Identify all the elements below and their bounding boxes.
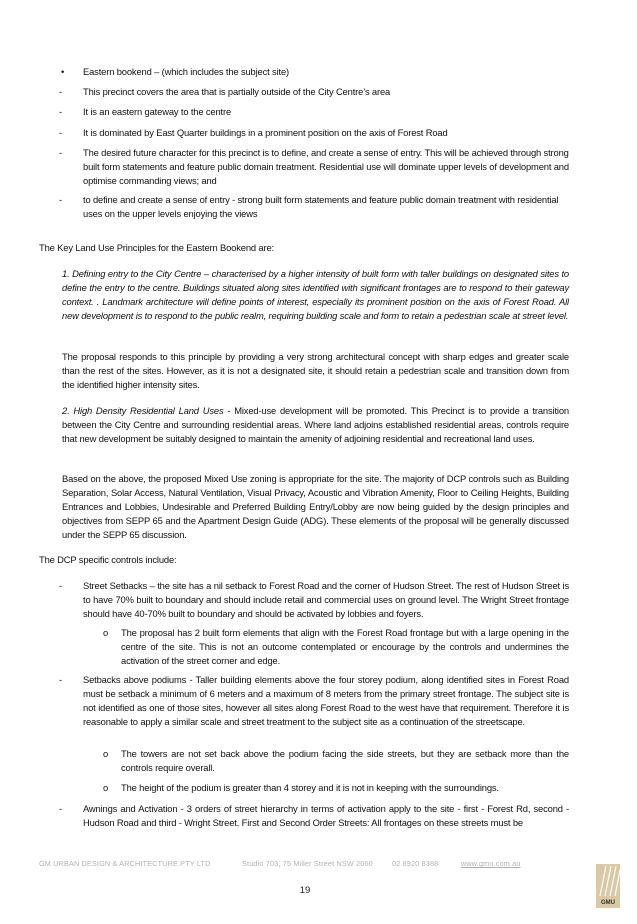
dcp-heading: The DCP specific controls include:	[39, 554, 177, 565]
page-number: 19	[299, 885, 311, 896]
sub-bullet-text: The height of the podium is greater than 4 storey and it is not in keeping with the surroundings.	[121, 782, 499, 793]
principle-1-response: The proposal responds to this principle by providing a very strong architectural concept with sharp edges and greater scale than the rest of the sites. However, as it is not a designated site, it should retain a pedestrian scale and transition down from the identified higher intensity sites.	[62, 351, 569, 390]
bullet-text: Eastern bookend – (which includes the subject site)	[83, 66, 290, 77]
sub-bullet-text: The towers are not set back above the podium facing the side streets, but they are setback more than the controls require overall.	[121, 748, 569, 773]
bullet-text: Setbacks above podiums - Taller building elements above the four storey podium, along identified sites in Forest Road must be setback a minimum of 6 meters and a maximum of 8 meters from the primary street frontage. The subject site is not identified as one of those sites, however all sites along Forest Road to the west have that requirement. Therefore it is reasonable to apply a similar scale and street treatment to the subject site as a continuation of the streetscape.	[83, 674, 569, 727]
sub-bullet-marker: o	[103, 748, 109, 759]
gmu-logo	[596, 864, 620, 908]
footer-website-link[interactable]: www.gmu.com.au	[461, 859, 521, 868]
bullet-text: Awnings and Activation - 3 orders of street hierarchy in terms of activation apply to the site - first - Forest Rd, second - Hudson Road and third - Wright Street. First and Second Order Streets: All frontages on these streets must be	[83, 803, 569, 828]
bullet-text: It is dominated by East Quarter buildings in a prominent position on the axis of Forest Road	[83, 127, 448, 138]
bullet-marker: -	[59, 147, 62, 158]
bullet-text: Street Setbacks – the site has a nil setback to Forest Road and the corner of Hudson Street. The rest of Hudson Street is to have 70% built to boundary and should include retail and commercial uses on ground level. The Wright Street frontage should have 40-70% built to boundary and should be activated by lobbies and foyers.	[83, 580, 569, 619]
footer-phone: 02 8920 8388	[392, 859, 439, 868]
based-on-above-paragraph: Based on the above, the proposed Mixed Use zoning is appropriate for the site. The majority of DCP controls such as Building Separation, Solar Access, Natural Ventilation, Visual Privacy, Acoustic and Vibration Amenity, Floor to Ceiling Heights, Building Entrances and Lobbies, Undesirable and Preferred Building Entry/Lobby are now being guided by the design principles and objectives from SEPP 65 and the Apartment Design Guide (ADG). These elements of the proposal will be generally discussed under the SEPP 65 discussion.	[62, 473, 569, 540]
sub-bullet-text: The proposal has 2 built form elements that align with the Forest Road frontage but with a large opening in the centre of the site. This is not an outcome contemplated or encourage by the controls and undermines the activation of the street corner and edge.	[121, 627, 569, 666]
page-footer	[39, 859, 579, 871]
bullet-marker: -	[59, 194, 62, 205]
logo-text: GMU	[601, 900, 615, 906]
footer-address: Studio 703, 75 Miller Street NSW 2060	[242, 859, 373, 868]
bullet-marker: -	[59, 86, 62, 97]
logo-stripes-icon	[596, 864, 620, 898]
bullet-marker: -	[59, 106, 62, 117]
bullet-text: The desired future character for this precinct is to define, and create a sense of entry. This will be achieved through strong built form statements and feature public domain treatment. Residential use will dominate upper levels of development and optimise commanding views; and	[83, 147, 569, 186]
bullet-marker: -	[59, 127, 62, 138]
principle-2-label: 2. High Density Residential Land Uses	[62, 405, 224, 416]
bullet-marker: •	[61, 66, 65, 77]
bullet-marker: -	[59, 803, 62, 814]
principle-1-italic: 1. Defining entry to the City Centre – characterised by a higher intensity of built form with taller buildings on designated sites to define the entry to the centre. Buildings situated along sites identified with significant frontages are to respond to their gateway context. . Landmark architecture will define points of interest, especially its prominent position on the axis of Forest Road. All new development is to respond to the public realm, requiring building scale and form to retain a pedestrian scale at street level.	[62, 268, 569, 321]
footer-company: GM URBAN DESIGN & ARCHITECTURE PTY LTD	[39, 859, 211, 868]
key-principles-heading: The Key Land Use Principles for the Eastern Bookend are:	[39, 242, 274, 253]
bullet-text: It is an eastern gateway to the centre	[83, 106, 232, 117]
principle-2-text: - Mixed-use development will be promoted. This Precinct is to provide a transition between the City Centre and surrounding residential areas. Where land adjoins established residential areas, controls require that new development be suitably designed to maintain the amenity of adjoining residential and recreational land uses.	[62, 405, 569, 444]
sub-bullet-marker: o	[103, 627, 109, 638]
bullet-text: This precinct covers the area that is partially outside of the City Centre’s area	[83, 86, 391, 97]
sub-bullet-marker: o	[103, 782, 109, 793]
principle-2-paragraph	[62, 404, 569, 446]
bullet-text: to define and create a sense of entry - strong built form statements and feature public domain treatment with residential uses on the upper levels enjoying the views	[83, 194, 559, 219]
bullet-marker: -	[59, 580, 62, 591]
bullet-marker: -	[59, 674, 62, 685]
